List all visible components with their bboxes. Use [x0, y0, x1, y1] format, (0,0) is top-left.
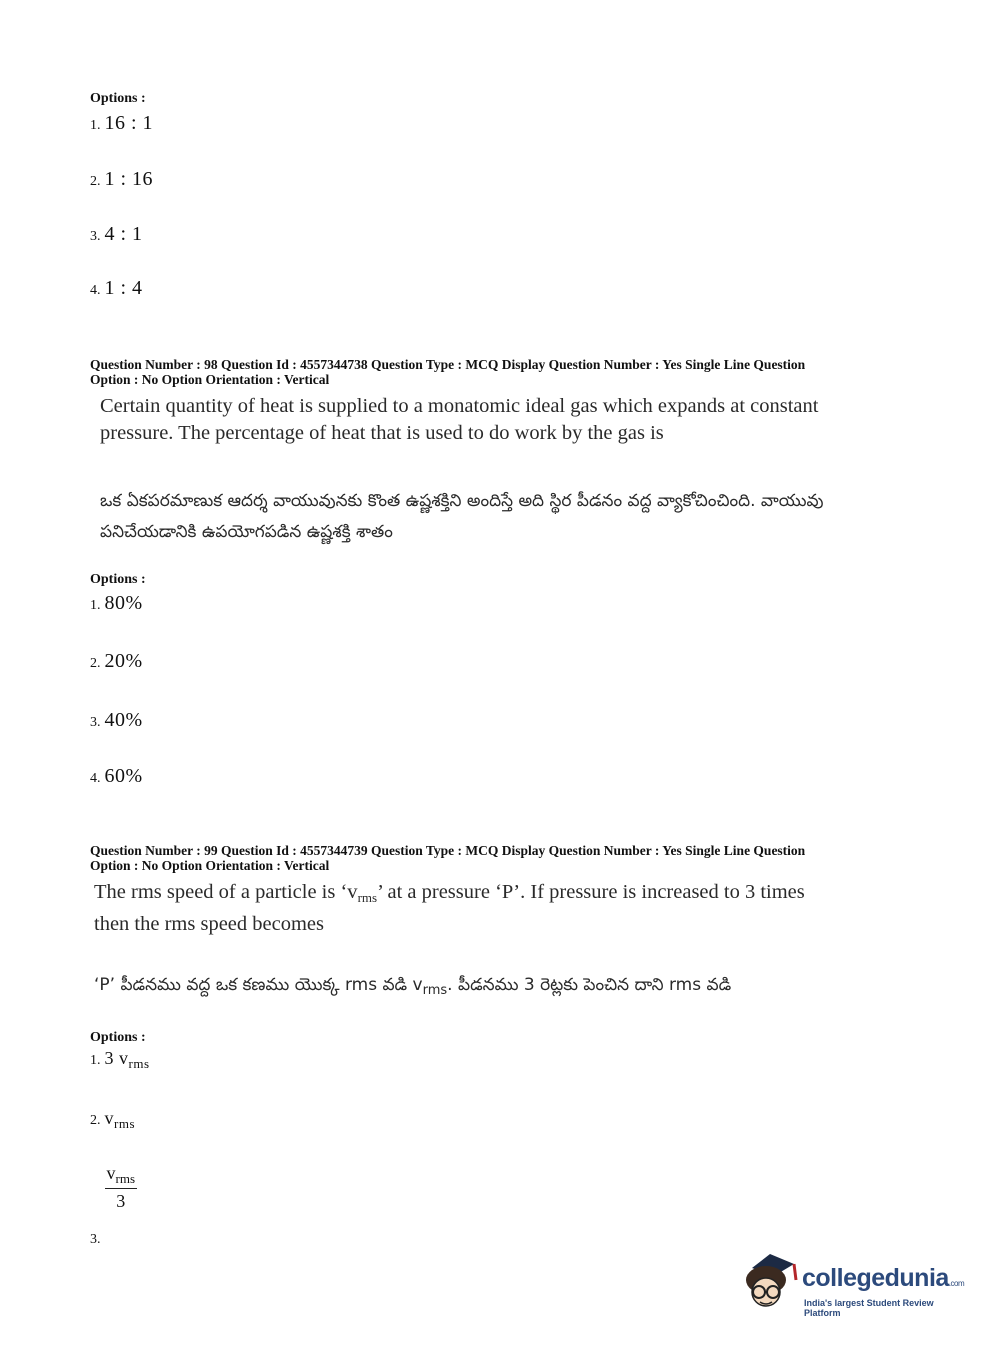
- option-2[interactable]: [90, 168, 153, 191]
- option-value: 60%: [104, 765, 143, 787]
- option-number: 4.: [90, 283, 101, 298]
- options-label: Options :: [90, 572, 146, 587]
- option-value: 16 : 1: [104, 112, 154, 134]
- option-number: 3.: [90, 715, 101, 730]
- meta-line-1: Question Number : 99 Question Id : 4557344739 Question Type : MCQ Display Question Number : Yes Single Line Question: [90, 843, 806, 858]
- rms-subscript: rms: [115, 1171, 135, 1186]
- text-part: The rms speed of a particle is ‘v: [94, 881, 358, 903]
- question-98-text-telugu: ఒక ఏకపరమాణుక ఆదర్శ వాయువునకు కొంత ఉష్ణశక్తిని అందిస్తే అది స్థిర పీడనం వద్ద వ్యాకోచించింది. వాయువు పనిచేయడానికి ఉపయోగపడిన ఉష్ణశక్తి శాతం: [100, 491, 824, 542]
- question-99-text-english: [94, 879, 884, 938]
- option-value: 1 : 4: [104, 277, 143, 299]
- question-99-text-telugu: [94, 970, 894, 1006]
- mascot-icon: [740, 1250, 802, 1316]
- text-part: ’ at a pressure ‘P’. If pressure is increased to 3 times: [377, 881, 805, 903]
- option-value: 80%: [104, 592, 143, 614]
- fraction-denominator: 3: [116, 1191, 126, 1211]
- option-2[interactable]: [90, 1108, 135, 1132]
- option-number: 1.: [90, 1053, 101, 1068]
- option-1[interactable]: [90, 112, 153, 135]
- option-value: 20%: [104, 650, 143, 672]
- meta-line-1: Question Number : 98 Question Id : 4557344738 Question Type : MCQ Display Question Number : Yes Single Line Question: [90, 357, 806, 372]
- collegedunia-logo: [740, 1250, 970, 1320]
- coefficient: 3 v: [104, 1048, 129, 1068]
- option-number: 3.: [90, 1232, 101, 1247]
- fraction-numerator: $v_{rms}$: [105, 1163, 138, 1189]
- option-3[interactable]: [90, 709, 143, 732]
- option-1[interactable]: [90, 1048, 150, 1072]
- rms-subscript: rms: [357, 890, 378, 905]
- option-number: 2.: [90, 656, 101, 671]
- options-label: Options :: [90, 1030, 146, 1045]
- option-3[interactable]: [90, 223, 143, 246]
- option-number: 2.: [90, 174, 101, 189]
- option-value: [104, 1108, 136, 1131]
- option-1[interactable]: [90, 592, 143, 615]
- text-part: ‘P’ పీడనము వద్ద ఒక కణము యొక్క rms వడి v: [94, 975, 423, 995]
- question-98-meta: [90, 357, 890, 387]
- rms-subscript: rms: [422, 983, 448, 998]
- option-number: 1.: [90, 118, 101, 133]
- options-label: Options :: [90, 91, 146, 106]
- option-value: 4 : 1: [104, 223, 143, 245]
- rms-subscript: rms: [114, 1116, 135, 1131]
- question-98-text-english: Certain quantity of heat is supplied to a monatomic ideal gas which expands at constant pressure. The percentage of heat that is used to do work by the gas is: [100, 395, 819, 444]
- brand-suffix: .com: [948, 1279, 965, 1288]
- option-4[interactable]: [90, 277, 143, 300]
- brand-tagline: India's largest Student Review Platform: [804, 1298, 934, 1318]
- option-value: [104, 1048, 150, 1071]
- option-number: 3.: [90, 229, 101, 244]
- option-2[interactable]: [90, 650, 143, 673]
- meta-line-2: Option : No Option Orientation : Vertical: [90, 372, 330, 387]
- base: v: [104, 1108, 114, 1128]
- option-4[interactable]: [90, 765, 143, 788]
- text-part: . పీడనము 3 రెట్లకు పెంచిన దాని rms వడి: [447, 975, 732, 995]
- option-value: 40%: [104, 709, 143, 731]
- option-number: 4.: [90, 771, 101, 786]
- meta-line-2: Option : No Option Orientation : Vertical: [90, 858, 330, 873]
- rms-subscript: rms: [128, 1056, 150, 1071]
- brand-name: collegedunia.com: [802, 1264, 965, 1292]
- question-99-meta: [90, 843, 890, 873]
- option-number: 2.: [90, 1113, 101, 1128]
- option-value: 1 : 16: [104, 168, 154, 190]
- option-number: 1.: [90, 598, 101, 613]
- fraction: [105, 1163, 138, 1212]
- option-3[interactable]: [90, 1163, 137, 1248]
- text-part: then the rms speed becomes: [94, 913, 324, 935]
